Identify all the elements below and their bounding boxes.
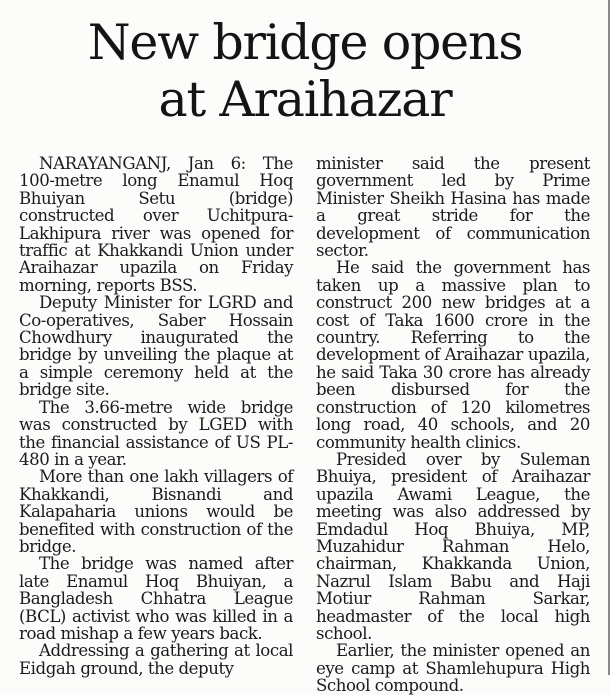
- right-column: [316, 155, 590, 695]
- paragraph: Addressing a gathering at local Eidgah ground, the deputy: [19, 641, 293, 678]
- paragraph: He said the government has taken up a massive plan to construct 200 new bridges at a cost of Taka 1600 crore in the country. Referring to the development of Araihazar upazila, he said Taka 30 crore has already been disbursed for the construction of 120 kilometres long road, 40 schools, and 20 community health clinics.: [316, 258, 590, 452]
- paragraph: The bridge was named after late Enamul Hoq Bhuiyan, a Bangladesh Chhatra League (BCL) activist who was killed in a road mishap a few years back.: [19, 554, 293, 643]
- paragraph: The 3.66-metre wide bridge was constructed by LGED with the financial assistance of US PL-480 in a year.: [19, 397, 293, 469]
- paragraph: Earlier, the minister opened an eye camp at Shamlehupura High School compound.: [316, 641, 590, 695]
- headline-line-1: New bridge opens: [87, 14, 523, 71]
- paragraph: More than one lakh villagers of Khakkandi, Bisnandi and Kalapaharia unions would be benefited with construction of the bridge.: [19, 467, 293, 556]
- left-column: [19, 155, 293, 677]
- paragraph: Deputy Minister for LGRD and Co-operatives, Saber Hossain Chowdhury inaugurated the bridge by unveiling the plaque at a simple ceremony held at the bridge site.: [19, 293, 293, 400]
- paragraph: Presided over by Suleman Bhuiya, president of Araihazar upazila Awami League, the meeting was also addressed by Emdadul Hoq Bhuiya, MP, Muzahidur Rahman Helo, chairman, Khakkanda Union, Nazrul Islam Babu and Haji Motiur Rahman Sarkar, headmaster of the local high school.: [316, 449, 590, 643]
- headline-line-2: at Araihazar: [158, 71, 452, 128]
- headline: [0, 14, 610, 128]
- paragraph-continued: minister said the present government led by Prime Minister Sheikh Hasina has made a great stride for the development of communication sector.: [316, 154, 590, 261]
- paragraph-dateline: NARAYANGANJ, Jan 6: The 100-metre long Enamul Hoq Bhuiyan Setu (bridge) constructed over Uchitpura-Lakhipura river was opened for traffic at Khakkandi Union under Araihazar upazila on Friday morning, reports BSS.: [19, 154, 293, 295]
